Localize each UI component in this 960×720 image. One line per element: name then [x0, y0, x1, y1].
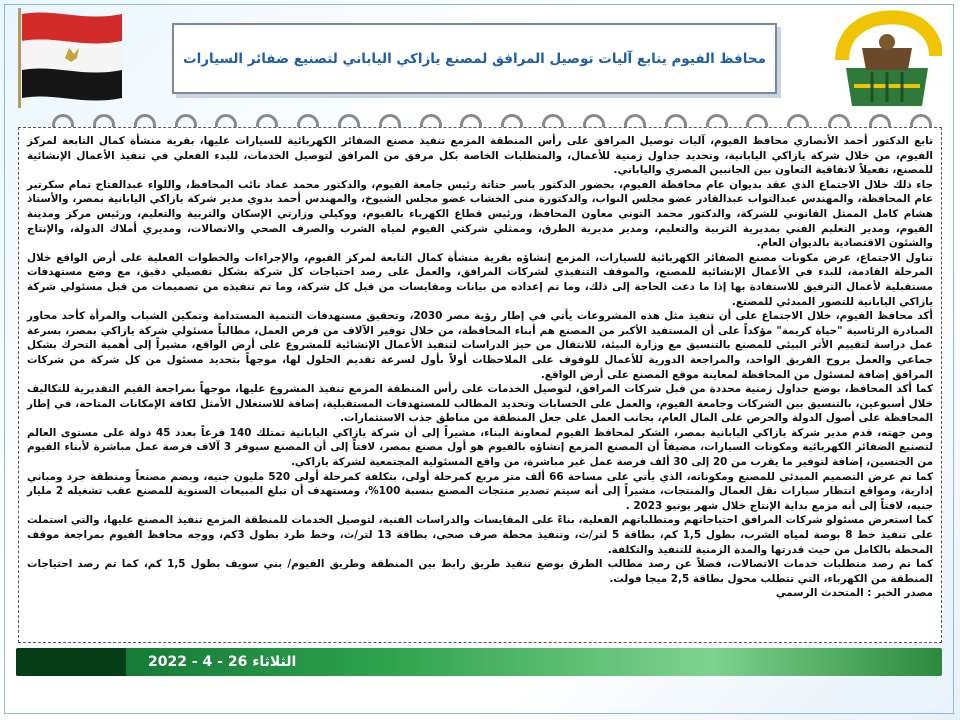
article-paragraph: تناول الاجتماع، عرض مكونات مصنع الضفائر الكهربائية للسيارات، المزمع إنشاؤه بقرية منشأة كمال التابعة لمركز الفيوم، والإجراءات والخطوات الفعلية على أرض الواقع خلال المرحلة القادمة، للبدء في الأعمال الإنشائية للمصنع، والموقف التنفيذي لشركات المرافق، والعمل على رصد احتياجات كل شركة بشكل تفصيلي دقيق، مع وضع مستهدفات مستقبلية لأعمال الترفيق للاستفادة بها إذا ما دعت الحاجة إلى ذلك، وما تم إعداده من بيانات ومقايسات من قبل كل شركة، وما تم تنفيذه من تصميمات من قبل مسئولي شركة يازاكي اليابانية للتصور المبدئي للمصنع. [27, 251, 933, 308]
article-text [27, 134, 933, 601]
article-paragraph: جاء ذلك خلال الاجتماع الذي عقد بديوان عام محافظة الفيوم، بحضور الدكتور ياسر حتاتة رئيس جامعة الفيوم، والدكتور محمد عماد نائب المحافظ، واللواء عبدالفتاح تمام سكرتير عام المحافظة، والمهندس عبدالتواب عبدالقادر عضو مجلس النواب، والدكتورة منى الخشاب عضو مجلس الشيوخ، والمهندس أحمد بدوي مدير شركة يازاكي اليابانية بمصر، والأستاذ هشام كامل الممثل القانوني للشركة، والدكتور محمد التوني معاون المحافظ، ورئيس قطاع الكهرباء بالفيوم، ووكيلي وزارتي الإسكان والتربية والتعليم، ورئيس مركز ومدينة الفيوم، ومدير التعليم الفني بمديرية التربية والتعليم، ومدير مديرية الطرق، وممثلي شركتي الفيوم لمياه الشرب والصرف الصحي والاتصالات، ومديري أملاك الدولة، والإنتاج والشئون الاقتصادية بالديوان العام. [27, 178, 933, 250]
date-bar-accent [16, 648, 126, 676]
article-paragraph: كما تم رصد متطلبات خدمات الاتصالات، فضلاً عن رصد مطالب الطرق بوضع تنفيذ طريق رابط بين المنطقة وطريق الفيوم/ بني سويف بطول 1,5 كم، كما تم رصد احتياجات المنطقة من الكهرباء، التي تتطلب محول بطاقة 2,5 ميجا فولت. [27, 558, 933, 585]
article-paragraph: ومن جهته، قدم مدير شركة يازاكي اليابانية بمصر، الشكر لمحافظ الفيوم لمعاونة البناء، مشيراً إلى أن شركة يازاكي اليابانية تمتلك 140 فرعاً بعدد 45 دولة على مستوى العالم لتصنيع الضفائر الكهربائية ومكونات السيارات، مضيفاً أن المصنع المزمع إنشاؤه بالفيوم هو أول مصنع بمصر، لافتاً إلى أن المصنع سيوفر 3 آلاف فرصة عمل مباشرة لأبناء الفيوم من الجنسين، إضافة لتوفير ما يقرب من 20 إلى 30 ألف فرصة عمل غير مباشرة، من واقع المسئولية المجتمعية لشركة يازاكي. [27, 426, 933, 469]
article-paragraph: كما تم عرض التصميم المبدئي للمصنع ومكوناته، الذي يأتي على مساحة 66 ألف متر مربع كمرحلة أولى، بتكلفة كمرحلة أولى 520 مليون جنيه، ويضم مصنعاً ومنطقة جرد ومباني إدارية، ومواقع انتظار سيارات نقل العمال والمنتجات، مشيراً إلى أنه سيتم تصدير منتجات المصنع بنسبة 100%، ومستهدف أن تبلغ المبيعات السنوية للمصنع عقب تشغيله 2 مليار جنيه، لافتاً إلى أنه مزمع بداية الإنتاج خلال شهر يونيو 2023 . [27, 470, 933, 512]
fayoum-governorate-logo [832, 8, 942, 112]
article-source: مصدر الخبر : المتحدث الرسمي [775, 587, 933, 600]
article-box [18, 127, 942, 643]
article-paragraph: كما أكد المحافظ، بوضع جداول زمنية محددة من قبل شركات المرافق، لتوصيل الخدمات على رأس المنطقة المزمع تنفيذ المشروع عليها، موجهاً بمراجعة القيم التقديرية للتكاليف خلال أسبوعين، بالتنسيق بين الشركات وجامعة الفيوم، والعمل على الحسابات وتحديد المطالب للمستهدفات المستقبلية، إضافة للاستغلال الأمثل لكافة الإمكانات المتاحة، في إطار المحافظة على أصول الدولة والحرص على المال العام، بجانب العمل على جعل المنطقة من مناطق جذب الاستثمارات. [27, 383, 933, 425]
headline: محافظ الفيوم يتابع آليات توصيل المرافق لمصنع يازاكي الياباني لتصنيع ضفائر السيارات [183, 50, 766, 67]
date-bar [16, 648, 942, 676]
article-paragraph: تابع الدكتور أحمد الأنصاري محافظ الفيوم، آليات توصيل المرافق على رأس المنطقة المزمع تنفيذ مصنع الضفائر الكهربائية للسيارات عليها، بقرية منشأة كمال التابعة لمركز الفيوم، من خلال شركة يازاكي اليابانية، وتحديد جداول زمنية للأعمال، والمتطلبات الخاصة بكل مرفق من المرافق لتوصيل الخدمات، للبدء الفعلي في تنفيذ الأعمال الإنشائية للمصنع، تفعيلاً لاتفاقية التعاون بين الجانبين المصري والياباني. [27, 135, 933, 177]
article-paragraph: أكد محافظ الفيوم، خلال الاجتماع على أن تنفيذ مثل هذه المشروعات يأتي في إطار رؤية مصر 2030، وتحقيق مستهدفات التنمية المستدامة وتمكين الشباب والمرأة كأحد محاور المبادرة الرئاسية "حياة كريمة" مؤكداً على أن المستفيد الأكبر من المصنع هم أبناء المحافظة، من خلال توفير الآلاف من فرص العمل، مطالباً مسئولي شركة يازاكي بمصر، بسرعة عمل دراسة لتقييم الأثر البيئي للمصنع بالتنسيق مع وزارة البيئة، للانتقال من حيز الدراسات لتنفيذ الأعمال الإنشائية للمشروع على أرض الواقع، مشيراً إلى أهمية التحرك بشكل جماعي والعمل بروح الفريق الواحد، والمراجعة الدورية للأعمال للوقوف على الملاحظات أولاً بأول لسرعة تقديم الحلول لها، موجهاً بتحديد مسئول من كل شركة من شركات المرافق إضافة لمسئول من المحافظة لمعاينة موقع المصنع على أرض الواقع. [27, 310, 933, 381]
publish-date: الثلاثاء 26 - 4 - 2022 [148, 654, 297, 670]
headline-box [172, 23, 777, 94]
egypt-flag-image [14, 8, 126, 108]
article-paragraph: كما استعرض مسئولو شركات المرافق احتياجاتهم ومتطلباتهم الفعلية، بناءً على المقايسات والدراسات الفنية، لتوصيل الخدمات للمنطقة المزمع تنفيذ المصنع عليها، والتي استملت على تنفيذ خط 8 بوصة لمياه الشرب، بطول 1,5 كم، بطاقة 5 لتر/ث، وتنفيذ محطة صرف صحي، بطاقة 13 لتر/ث، وخط طرد بطول 3كم، ووجه محافظ الفيوم بمراجعة موقف المحطة بالكامل من حيث قدرتها والمدة الزمنية للتنفيذ والتكلفة. [27, 514, 933, 556]
